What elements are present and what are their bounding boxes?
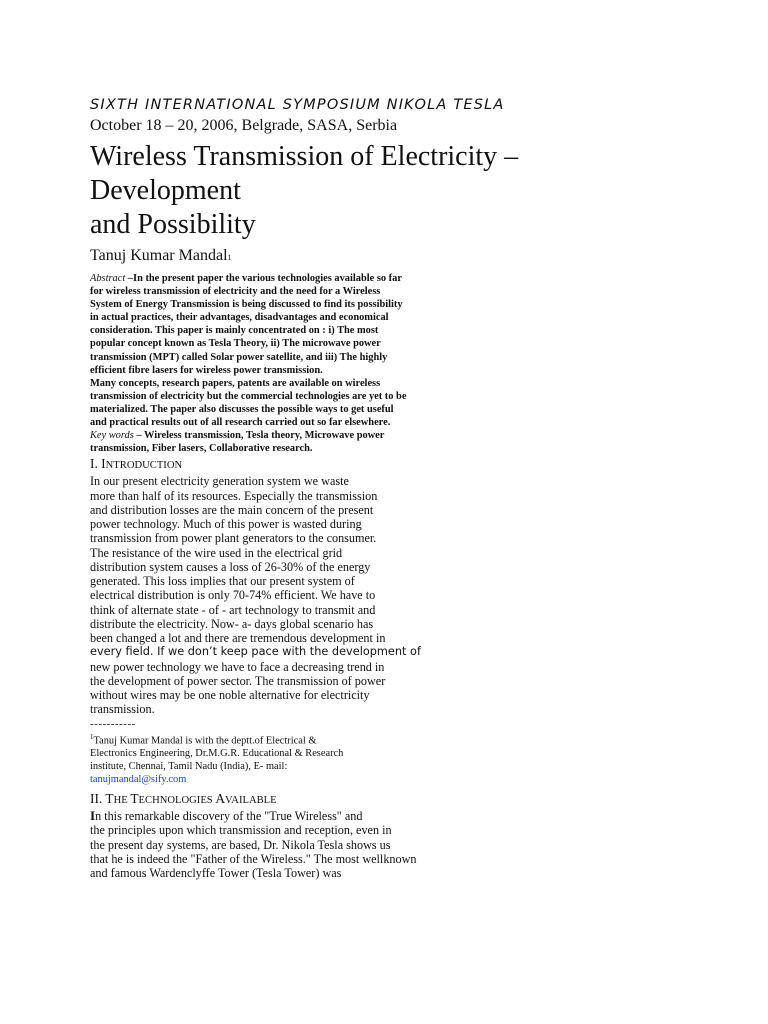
- footnote-line: $^1$Tanuj Kumar Mandal is with the deptt.of Electrical &: [90, 732, 317, 747]
- body-line: new power technology we have to face a decreasing trend in: [90, 659, 385, 674]
- body-line: distribution system causes a loss of 26-30% of the energy: [90, 559, 371, 574]
- footnote-line: institute, Chennai, Tamil Nadu (India), E- mail:: [90, 761, 288, 773]
- body-line: that he is indeed the "Father of the Wireless." The most wellknown: [90, 851, 417, 866]
- body-line: the present day systems, are based, Dr. Nikola Tesla shows us: [90, 837, 391, 852]
- dateline: October 18 – 20, 2006, Belgrade, SASA, Serbia: [90, 117, 398, 134]
- title-line: Development: [90, 175, 241, 206]
- abstract-text-2: Many concepts, research papers, patents are available on wireless transmission of electricity but the commercial technologies are yet to be materialized. The paper also discusses the possible ways to get useful and practical results out of all research carried out so far elsewhere.: [90, 377, 407, 429]
- body-line: the principles upon which transmission and reception, even in: [90, 823, 392, 838]
- footnote-rule: -----------: [90, 717, 136, 730]
- paper-page: [90, 96, 530, 880]
- keywords-text: – Wireless transmission, Tesla theory, Microwave power transmission, Fiber lasers, Collaborative research.: [90, 430, 385, 455]
- body-line: The resistance of the wire used in the electrical grid: [90, 545, 343, 560]
- title-line: and Possibility: [90, 209, 256, 240]
- body-line: every field. If we don’t keep pace with the development of: [90, 645, 421, 659]
- section-heading-technologies: II. THE TECHNOLOGIES AVAILABLE: [90, 791, 277, 807]
- author-line: [90, 246, 530, 268]
- body-line: generated. This loss implies that our present system of: [90, 574, 355, 589]
- body-line: transmission from power plant generators to the consumer.: [90, 531, 377, 546]
- body-line: more than half of its resources. Especially the transmission: [90, 488, 378, 503]
- symposium-header: SIXTH INTERNATIONAL SYMPOSIUM NIKOLA TESLA: [90, 97, 505, 113]
- body-line: without wires may be one noble alternative for electricity: [90, 688, 370, 703]
- author-footnote-marker: 1: [227, 253, 232, 262]
- abstract: [90, 272, 408, 455]
- technologies-body: [90, 809, 435, 880]
- author-name: Tanuj Kumar Mandal: [90, 247, 228, 264]
- paper-title: [90, 140, 530, 242]
- title-line: Wireless Transmission of Electricity –: [90, 141, 519, 172]
- body-line: been changed a lot and there are tremendous development in: [90, 631, 386, 646]
- abstract-text: –In the present paper the various technologies available so far for wireless transmission of electricity and the need for a Wireless System of Energy Transmission is being discussed to find its possibility in actual practices, their advantages, disadvantages and economical consideration. This paper is mainly concentrated on : i) The most popular concept known as Tesla Theory, ii) The microwave power transmission (MPT) called Solar power satellite, and iii) The highly efficient fibre lasers for wireless power transmission.: [90, 273, 403, 376]
- body-line: In our present electricity generation system we waste: [90, 474, 349, 489]
- footnote-line: Electronics Engineering, Dr.M.G.R. Educational & Research: [90, 748, 344, 760]
- keywords-label: Key words: [90, 430, 134, 442]
- footnote: [90, 731, 420, 786]
- body-line: In this remarkable discovery of the "True Wireless" and: [90, 808, 363, 824]
- email-link[interactable]: tanujmandal@sify.com: [90, 774, 187, 786]
- body-line: and distribution losses are the main concern of the present: [90, 502, 374, 517]
- body-line: think of alternate state - of - art technology to transmit and: [90, 602, 376, 617]
- footnote-email-line: [90, 773, 420, 786]
- introduction-body: [90, 474, 420, 716]
- body-line: electrical distribution is only 70-74% efficient. We have to: [90, 588, 376, 603]
- body-line: and famous Wardenclyffe Tower (Tesla Tower) was: [90, 866, 342, 881]
- body-line: transmission.: [90, 702, 155, 717]
- body-line: power technology. Much of this power is wasted during: [90, 517, 362, 532]
- section-heading-introduction: I. INTRODUCTION: [90, 456, 183, 472]
- abstract-label: Abstract: [90, 273, 126, 284]
- dropcap: I: [90, 808, 96, 824]
- body-line: distribute the electricity. Now- a- days global scenario has: [90, 616, 374, 631]
- body-line: the development of power sector. The transmission of power: [90, 673, 386, 688]
